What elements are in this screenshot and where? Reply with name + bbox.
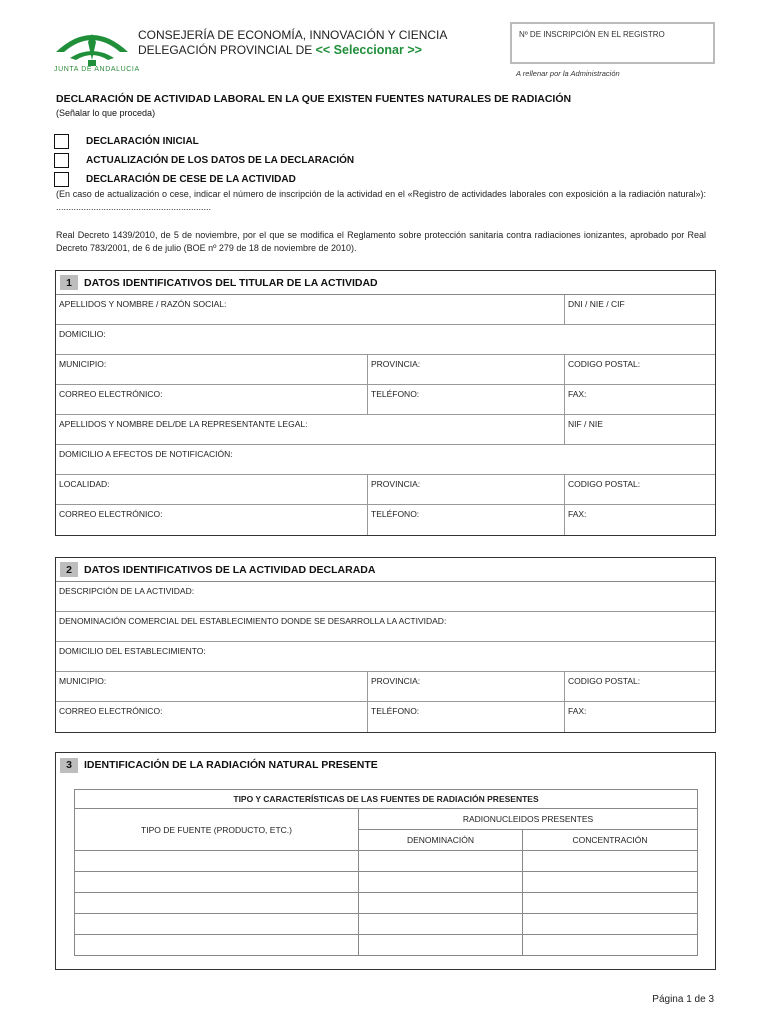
option-cease-declaration[interactable] (54, 170, 296, 188)
section-3-radiation-sources (55, 752, 716, 970)
table-row (75, 935, 698, 956)
delegation-label: DELEGACIÓN PROVINCIAL DE (138, 43, 313, 57)
page-number: Página 1 de 3 (652, 994, 714, 1005)
checkbox[interactable] (54, 134, 69, 149)
col-radionuclides: RADIONUCLEIDOS PRESENTES (359, 809, 698, 830)
registry-number-box[interactable] (510, 22, 715, 64)
field-email[interactable]: CORREO ELECTRÓNICO: (59, 509, 163, 519)
col-denomination: DENOMINACIÓN (359, 830, 523, 851)
field-activity-description[interactable]: DESCRIPCIÓN DE LA ACTIVIDAD: (59, 586, 195, 596)
table-row (75, 872, 698, 893)
delegation-line (138, 43, 447, 58)
table-cell[interactable] (75, 935, 359, 956)
field-province[interactable]: PROVINCIA: (367, 355, 564, 384)
field-holder-id[interactable]: DNI / NIE / CIF (564, 295, 715, 324)
field-locality[interactable]: LOCALIDAD: (59, 479, 110, 489)
registration-note: (En caso de actualización o cese, indicar el número de inscripción de la actividad en el «Registro de actividades laborales con exposición a la radiación natural»): .............................................................. (56, 189, 706, 212)
section-header (56, 753, 715, 777)
field-phone[interactable]: TELÉFONO: (367, 702, 564, 732)
table-cell[interactable] (523, 872, 698, 893)
section-header (56, 271, 715, 295)
col-concentration: CONCENTRACIÓN (523, 830, 698, 851)
field-province[interactable]: PROVINCIA: (367, 672, 564, 701)
field-phone[interactable]: TELÉFONO: (367, 385, 564, 414)
ministry-name: CONSEJERÍA DE ECONOMÍA, INNOVACIÓN Y CIENCIA (138, 28, 448, 42)
logo-text: JUNTA DE ANDALUCIA (54, 66, 140, 73)
col-source-type: TIPO DE FUENTE (PRODUCTO, ETC.) (75, 809, 359, 851)
field-phone[interactable]: TELÉFONO: (367, 505, 564, 535)
field-municipality[interactable]: MUNICIPIO: (59, 359, 107, 369)
table-cell[interactable] (359, 851, 523, 872)
section-number: 3 (60, 758, 78, 773)
checkbox[interactable] (54, 153, 69, 168)
field-fax[interactable]: FAX: (564, 505, 715, 535)
document-title: DECLARACIÓN DE ACTIVIDAD LABORAL EN LA QUE EXISTEN FUENTES NATURALES DE RADIACIÓN (56, 93, 572, 105)
field-commercial-name[interactable]: DENOMINACIÓN COMERCIAL DEL ESTABLECIMIENTO DONDE SE DESARROLLA LA ACTIVIDAD: (59, 616, 447, 626)
section-number: 1 (60, 275, 78, 290)
document-subtitle: (Señalar lo que proceda) (56, 108, 156, 118)
radiation-sources-table (74, 789, 698, 956)
field-postal-code[interactable]: CODIGO POSTAL: (564, 355, 715, 384)
section-1-holder-data (55, 270, 716, 536)
field-establishment-address[interactable]: DOMICILIO DEL ESTABLECIMIENTO: (59, 646, 206, 656)
table-cell[interactable] (75, 893, 359, 914)
table-row (75, 851, 698, 872)
field-representative-name[interactable]: APELLIDOS Y NOMBRE DEL/DE LA REPRESENTANTE LEGAL: (59, 419, 308, 429)
option-update-declaration[interactable] (54, 151, 354, 169)
table-cell[interactable] (75, 914, 359, 935)
field-notification-address[interactable]: DOMICILIO A EFECTOS DE NOTIFICACIÓN: (59, 449, 233, 459)
option-initial-declaration[interactable] (54, 132, 199, 150)
field-representative-id[interactable]: NIF / NIE (564, 415, 715, 444)
field-fax[interactable]: FAX: (564, 702, 715, 732)
section-2-activity-data (55, 557, 716, 733)
option-label: DECLARACIÓN DE CESE DE LA ACTIVIDAD (86, 173, 296, 185)
ministry-header (138, 28, 447, 58)
field-postal-code[interactable]: CODIGO POSTAL: (564, 672, 715, 701)
checkbox[interactable] (54, 172, 69, 187)
section-header (56, 558, 715, 582)
table-title: TIPO Y CARACTERÍSTICAS DE LAS FUENTES DE RADIACIÓN PRESENTES (75, 790, 698, 809)
province-select[interactable]: << Seleccionar >> (315, 43, 422, 57)
section-number: 2 (60, 562, 78, 577)
table-cell[interactable] (523, 851, 698, 872)
option-label: ACTUALIZACIÓN DE LOS DATOS DE LA DECLARACIÓN (86, 154, 355, 166)
table-cell[interactable] (523, 935, 698, 956)
table-cell[interactable] (75, 872, 359, 893)
section-title: DATOS IDENTIFICATIVOS DE LA ACTIVIDAD DECLARADA (84, 563, 376, 576)
section-title: IDENTIFICACIÓN DE LA RADIACIÓN NATURAL PRESENTE (84, 759, 378, 771)
table-cell[interactable] (75, 851, 359, 872)
table-cell[interactable] (359, 914, 523, 935)
option-label: DECLARACIÓN INICIAL (86, 135, 199, 147)
field-email[interactable]: CORREO ELECTRÓNICO: (59, 389, 163, 399)
table-cell[interactable] (359, 893, 523, 914)
table-cell[interactable] (359, 935, 523, 956)
field-email[interactable]: CORREO ELECTRÓNICO: (59, 706, 163, 716)
section-title: DATOS IDENTIFICATIVOS DEL TITULAR DE LA ACTIVIDAD (84, 276, 378, 289)
table-row (75, 914, 698, 935)
field-municipality[interactable]: MUNICIPIO: (59, 676, 107, 686)
field-holder-name[interactable]: APELLIDOS Y NOMBRE / RAZÓN SOCIAL: (59, 299, 227, 309)
table-cell[interactable] (523, 893, 698, 914)
registry-label: Nº DE INSCRIPCIÓN EN EL REGISTRO (519, 30, 665, 39)
admin-note: A rellenar por la Administración (516, 69, 620, 78)
table-cell[interactable] (359, 872, 523, 893)
field-postal-code[interactable]: CODIGO POSTAL: (564, 475, 715, 504)
table-row (75, 893, 698, 914)
legal-reference: Real Decreto 1439/2010, de 5 de noviembre, por el que se modifica el Reglamento sobre protección sanitaria contra radiaciones ionizantes, aprobado por Real Decreto 783/2001, de 6 de julio (BOE nº 279 de 18 de noviembre de 2010). (56, 230, 706, 253)
field-province[interactable]: PROVINCIA: (367, 475, 564, 504)
table-cell[interactable] (523, 914, 698, 935)
field-address[interactable]: DOMICILIO: (59, 329, 106, 339)
field-fax[interactable]: FAX: (564, 385, 715, 414)
